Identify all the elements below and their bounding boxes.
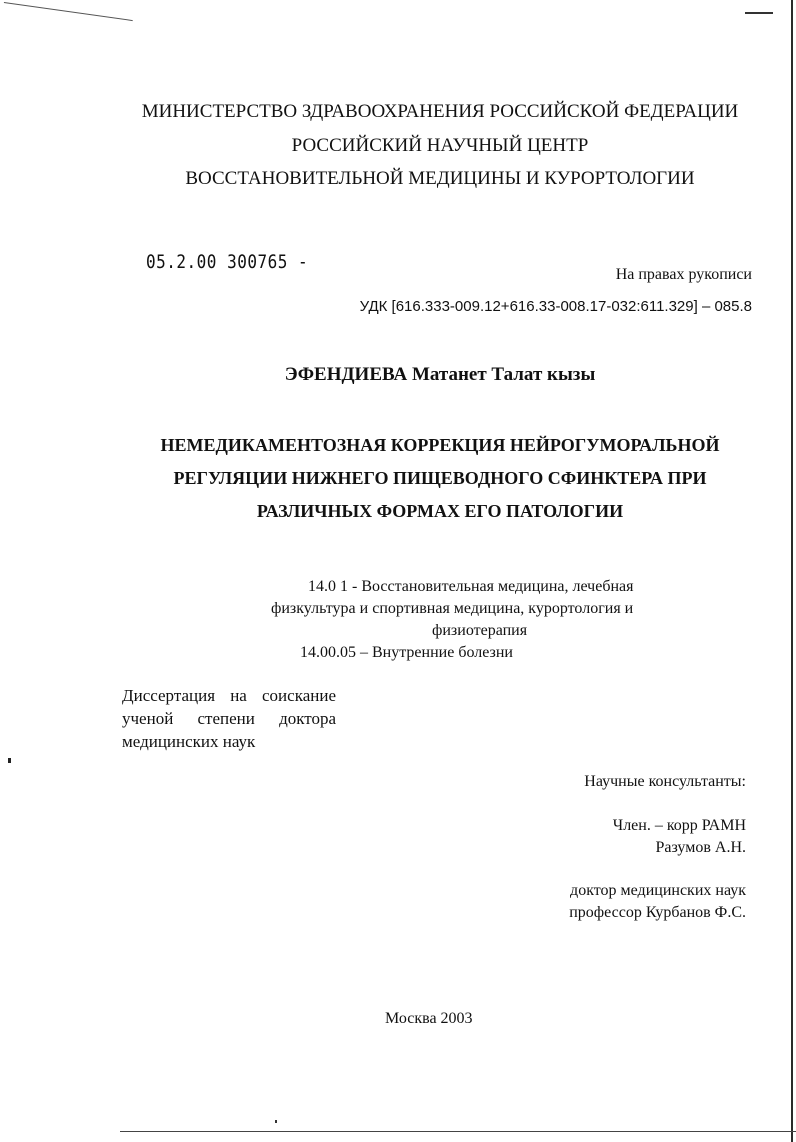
consultant-2-title: доктор медицинских наук	[570, 882, 746, 899]
scan-artifact-top-left	[4, 2, 133, 21]
city-year: Москва 2003	[385, 1010, 473, 1027]
specialty-line-4: 14.00.05 – Внутренние болезни	[300, 644, 513, 661]
consultant-1-title: Член. – корр РАМН	[612, 817, 746, 834]
scan-artifact-top-right	[745, 12, 773, 14]
dissertation-word: ученой	[122, 709, 174, 728]
scan-speck-bottom	[275, 1120, 277, 1123]
org-line-ministry: МИНИСТЕРСТВО ЗДРАВООХРАНЕНИЯ РОССИЙСКОЙ ФЕДЕРАЦИИ	[141, 101, 739, 122]
dissertation-word: соискание	[262, 686, 336, 705]
specialty-line-1: 14.0 1 - Восстановительная медицина, лечебная	[308, 578, 634, 595]
dissertation-word: Диссертация	[122, 686, 216, 705]
title-line-3: РАЗЛИЧНЫХ ФОРМАХ ЕГО ПАТОЛОГИИ	[256, 501, 624, 521]
dissertation-line-2	[122, 709, 336, 729]
title-line-2: РЕГУЛЯЦИИ НИЖНЕГО ПИЩЕВОДНОГО СФИНКТЕРА ПРИ	[173, 468, 707, 488]
specialty-line-3: физиотерапия	[432, 622, 528, 639]
udk-code: УДК [616.333-009.12+616.33-008.17-032:611.329] – 085.8	[359, 298, 752, 315]
dissertation-word: доктора	[279, 709, 336, 728]
dissertation-word: степени	[197, 709, 255, 728]
inventory-number: 05.2.00 300765 -	[146, 250, 309, 273]
dissertation-word: на	[230, 686, 247, 705]
dissertation-line-1	[122, 686, 336, 706]
consultants-heading: Научные консультанты:	[584, 773, 746, 790]
scan-artifact-bottom	[120, 1131, 796, 1132]
org-line-center: РОССИЙСКИЙ НАУЧНЫЙ ЦЕНТР	[291, 135, 589, 156]
dissertation-line-3: медицинских наук	[122, 732, 256, 751]
org-line-restorative: ВОССТАНОВИТЕЛЬНОЙ МЕДИЦИНЫ И КУРОРТОЛОГИИ	[185, 168, 695, 189]
consultant-1-name: Разумов А.Н.	[655, 839, 746, 856]
consultant-2-name: профессор Курбанов Ф.С.	[569, 904, 746, 921]
scan-speck-left	[8, 758, 11, 763]
specialty-line-2: физкультура и спортивная медицина, курортология и	[271, 600, 634, 617]
author-name: ЭФЕНДИЕВА Матанет Талат кызы	[284, 364, 596, 385]
title-line-1: НЕМЕДИКАМЕНТОЗНАЯ КОРРЕКЦИЯ НЕЙРОГУМОРАЛЬНОЙ	[160, 435, 720, 455]
manuscript-note: На правах рукописи	[615, 266, 752, 283]
